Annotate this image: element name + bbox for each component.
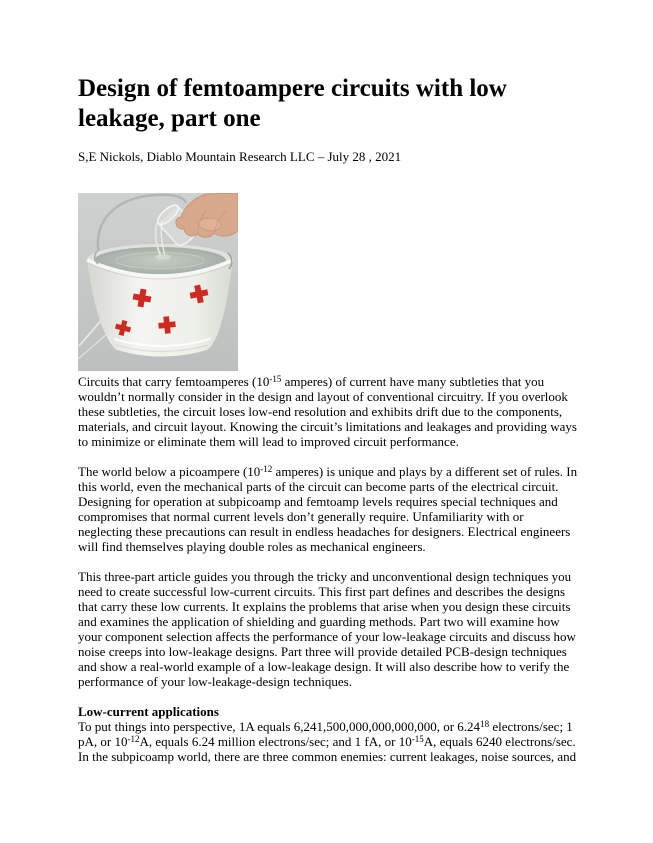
text-segment: A, equals 6.24 million electrons/sec; and 1 fA, or 10: [139, 734, 412, 749]
page-title: Design of femtoampere circuits with low leakage, part one: [78, 75, 507, 132]
splash: [155, 254, 171, 259]
text-segment: This three-part article guides you through the tricky and unconventional design techniques you need to create successful low-current circuits. This first part defines and describes the designs that carry these low currents. It explains the problems that arise when you design these circuits and examines the application of shielding and guarding methods. Part two will examine how your component selection affects the performance of your low-leakage circuits and discuss how noise creeps into low-leakage designs. Part three will provide detailed PCB-design techniques and show a real-world example of a low-leakage design. It will also describe how to verify the performance of your low-leakage-design techniques.: [78, 569, 576, 689]
superscript-exponent: -15: [411, 734, 424, 744]
paragraph-4: [78, 719, 578, 764]
text-segment: The world below a picoampere (10: [78, 464, 261, 479]
text-segment: amperes) of current have many subtleties that you wouldn’t normally consider in the design and layout of conventional circuitry. If you overlook these subtleties, the circuit loses low-end resolution and exhibits drift due to the components, materials, and circuit layout. Knowing the circuit’s limitations and leakages and providing ways to minimize or eliminate them will lead to improved circuit performance.: [78, 374, 577, 449]
bucket-pour-illustration: [78, 193, 238, 371]
paragraph-1: [78, 374, 578, 449]
text-segment: Circuits that carry femtoamperes (10: [78, 374, 270, 389]
paragraph-2: [78, 464, 578, 554]
text-segment: To put things into perspective, 1A equals 6,241,500,000,000,000,000, or 6.24: [78, 719, 481, 734]
article-content: [78, 74, 578, 764]
article-figure: [78, 193, 238, 371]
superscript-exponent: -12: [260, 464, 273, 474]
text-segment: amperes) is unique and plays by a different set of rules. In this world, even the mechanical parts of the circuit can become parts of the electrical circuit. Designing for operation at subpicoamp and femtoamp levels requires special techniques and compromises that normal current levels don’t generally require. Unfamiliarity with or neglecting these precautions can result in endless headaches for designers. Electrical engineers will find themselves playing double roles as mechanical engineers.: [78, 464, 578, 554]
text-segment: electrons/sec; 1 pA, or 10: [78, 719, 573, 749]
section-heading: Low-current applications: [78, 704, 219, 719]
superscript-exponent: -15: [269, 374, 282, 384]
superscript-exponent: 18: [480, 719, 490, 729]
superscript-exponent: -12: [127, 734, 140, 744]
text-segment: A, equals 6240 electrons/sec. In the subpicoamp world, there are three common enemies: current leakages, noise sources, and: [78, 734, 577, 764]
byline: S,E Nickols, Diablo Mountain Research LLC – July 28 , 2021: [78, 149, 402, 164]
paragraph-3: [78, 569, 578, 689]
